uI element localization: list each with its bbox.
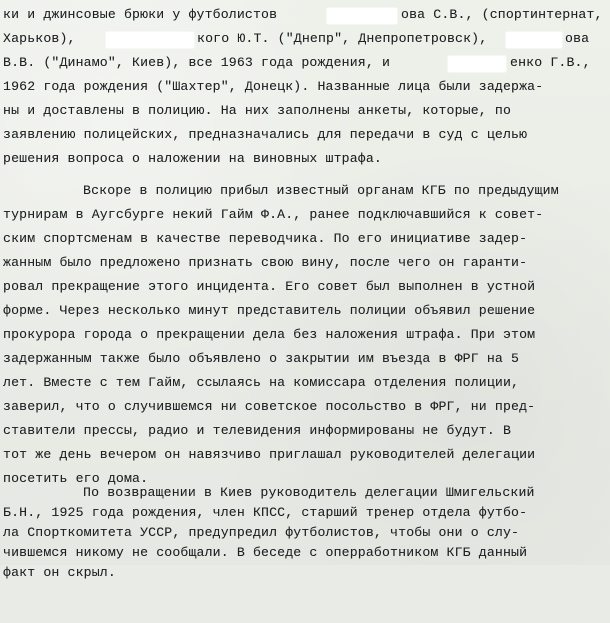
text-line-19 [0, 445, 536, 465]
text-line-12 [0, 277, 536, 297]
text-segment: посетить его дома. [3, 471, 149, 486]
text-line-2 [0, 29, 590, 49]
text-line-8 [0, 181, 559, 201]
text-segment: заверил, что о случившемся ни советское посольство в ФРГ, ни пред- [3, 399, 536, 414]
text-segment: Вскоре в полицию прибыл известный органам КГБ по предыдущим [83, 183, 559, 198]
text-line-4 [0, 77, 544, 97]
text-line-7 [0, 149, 382, 169]
text-line-3 [0, 53, 591, 73]
text-line-17 [0, 397, 536, 417]
text-segment: ова С.В., (спортинтернат, [401, 7, 603, 22]
text-line-5 [0, 101, 512, 121]
text-segment: ровал прекращение этого инцидента. Его совет был выполнен в устной [3, 279, 536, 294]
text-segment: заявлению полицейских, предназначались для передачи в суд с целью [3, 127, 528, 142]
text-segment: ставители прессы, радио и телевидения информированы не будут. В [3, 423, 512, 438]
text-segment: ны и доставлены в полицию. На них заполнены анкеты, которые, по [3, 103, 512, 118]
text-segment: По возвращении в Киев руководитель делегации Шмигельский [83, 485, 535, 500]
text-segment: 1962 года рождения ("Шахтер", Донецк). Названные лица были задержа- [3, 79, 544, 94]
text-segment: В.В. ("Динамо", Киев), все 1963 года рождения, и [3, 55, 391, 70]
text-segment: лет. Вместе с тем Гайм, ссылаясь на комиссара отделения полиции, [3, 375, 520, 390]
text-line-11 [0, 253, 528, 273]
redaction-block [106, 32, 194, 48]
text-line-18 [0, 421, 512, 441]
text-segment: ла Спорткомитета УССР, предупредил футболистов, чтобы они о слу- [3, 525, 520, 540]
text-segment: тот же день вечером он навязчиво приглашал руководителей делегации [3, 447, 536, 462]
text-line-24 [0, 543, 528, 563]
text-line-16 [0, 373, 520, 393]
text-segment: чившемся никому не сообщали. В беседе с оперработником КГБ данный [3, 545, 528, 560]
text-line-25 [0, 563, 116, 583]
text-segment: задержанным также было объявлено о закрытии им въезда в ФРГ на 5 [3, 351, 520, 366]
text-line-9 [0, 205, 544, 225]
text-segment: кого Ю.Т. ("Днепр", Днепропетровск), [197, 31, 488, 46]
text-line-13 [0, 301, 536, 321]
redaction-block [506, 32, 562, 48]
text-segment: ским спортсменам в качестве переводчика. По его инициативе задер- [3, 231, 528, 246]
text-segment: прокурора города о прекращении дела без наложения штрафа. При этом [3, 327, 536, 342]
text-line-6 [0, 125, 528, 145]
text-segment: Б.Н., 1925 года рождения, член КПСС, старший тренер отдела футбо- [3, 505, 528, 520]
text-segment: турнирам в Аугсбурге некий Гайм Ф.А., ранее подключавшийся к совет- [3, 207, 544, 222]
text-line-10 [0, 229, 528, 249]
text-segment: форме. Через несколько минут представитель полиции объявил решение [3, 303, 536, 318]
text-segment: ова [565, 31, 590, 46]
redaction-block [448, 56, 506, 72]
text-segment: решения вопроса о наложении на виновных штрафа. [3, 151, 382, 166]
text-line-15 [0, 349, 520, 369]
text-line-1 [0, 5, 603, 25]
text-line-21 [0, 483, 535, 503]
text-segment: факт он скрыл. [3, 565, 116, 580]
text-line-14 [0, 325, 536, 345]
text-segment: жанным было предложено признать свою вину, после чего он гаранти- [3, 255, 528, 270]
text-segment: Харьков), [3, 31, 76, 46]
redaction-block [327, 8, 397, 24]
text-segment: ки и джинсовые брюки у футболистов [3, 7, 278, 22]
text-line-23 [0, 523, 520, 543]
text-segment: енко Г.В., [510, 55, 591, 70]
text-line-22 [0, 503, 528, 523]
